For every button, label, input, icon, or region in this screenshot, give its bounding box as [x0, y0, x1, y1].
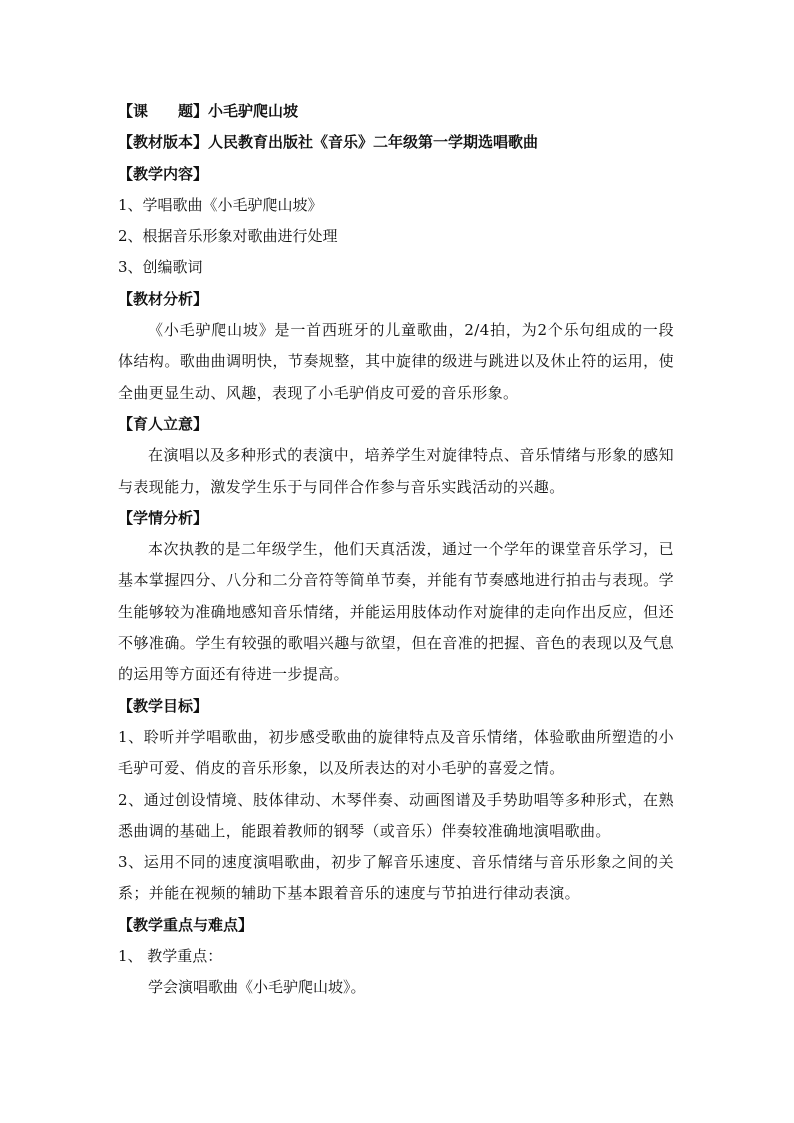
material-analysis-heading: 【教材分析】: [118, 289, 209, 308]
key-points-heading: 【教学重点与难点】: [118, 915, 254, 934]
key-point-text: 学会演唱歌曲《小毛驴爬山坡》。: [148, 978, 366, 997]
student-analysis-heading: 【学情分析】: [118, 508, 209, 527]
lesson-title-line: 【课 题】小毛驴爬山坡: [118, 102, 299, 120]
content-item-3: 3、创编歌词: [118, 258, 203, 277]
textbook-edition-line: 【教材版本】人民教育出版社《音乐》二年级第一学期选唱歌曲: [118, 133, 539, 152]
teaching-content-heading: 【教学内容】: [118, 164, 209, 183]
content-item-1: 1、学唱歌曲《小毛驴爬山坡》: [118, 195, 323, 214]
student-analysis-paragraph: 本次执教的是二年级学生，他们天真活泼，通过一个学年的课堂音乐学习，已基本掌握四分、八分和二分音符等简单节奏，并能有节奏感地进行拍击与表现。学生能够较为准确地感知音乐情绪，并能运用肢体动作对旋律的走向作出反应，但还不够准确。学生有较强的歌唱兴趣与欲望，但在音准的把握、音色的表现以及气息的运用等方面还有待进一步提高。: [118, 540, 674, 684]
lesson-plan-document: [118, 96, 674, 1004]
goal-item-2: 2、通过创设情境、肢体律动、木琴伴奏、动画图谱及手势助唱等多种形式，在熟悉曲调的基础上，能跟着教师的钢琴（或音乐）伴奏较准确地演唱歌曲。: [118, 790, 674, 840]
teaching-goals-heading: 【教学目标】: [118, 696, 209, 715]
material-analysis-paragraph: 《小毛驴爬山坡》是一首西班牙的儿童歌曲，2/4拍，为2个乐句组成的一段体结构。歌曲曲调明快，节奏规整，其中旋律的级进与跳进以及休止符的运用，使全曲更显生动、风趣，表现了小毛驴俏皮可爱的音乐形象。: [118, 321, 674, 402]
goal-item-3: 3、运用不同的速度演唱歌曲，初步了解音乐速度、音乐情绪与音乐形象之间的关系；并能在视频的辅助下基本跟着音乐的速度与节拍进行律动表演。: [118, 853, 674, 903]
education-intent-heading: 【育人立意】: [118, 414, 209, 433]
goal-item-1: 1、聆听并学唱歌曲，初步感受歌曲的旋律特点及音乐情绪，体验歌曲所塑造的小毛驴可爱、俏皮的音乐形象，以及所表达的对小毛驴的喜爱之情。: [118, 727, 674, 778]
key-point-label: 1、 教学重点：: [118, 947, 223, 966]
education-intent-paragraph: 在演唱以及多种形式的表演中，培养学生对旋律特点、音乐情绪与形象的感知与表现能力，激发学生乐于与同伴合作参与音乐实践活动的兴趣。: [118, 446, 674, 496]
content-item-2: 2、根据音乐形象对歌曲进行处理: [118, 227, 338, 246]
